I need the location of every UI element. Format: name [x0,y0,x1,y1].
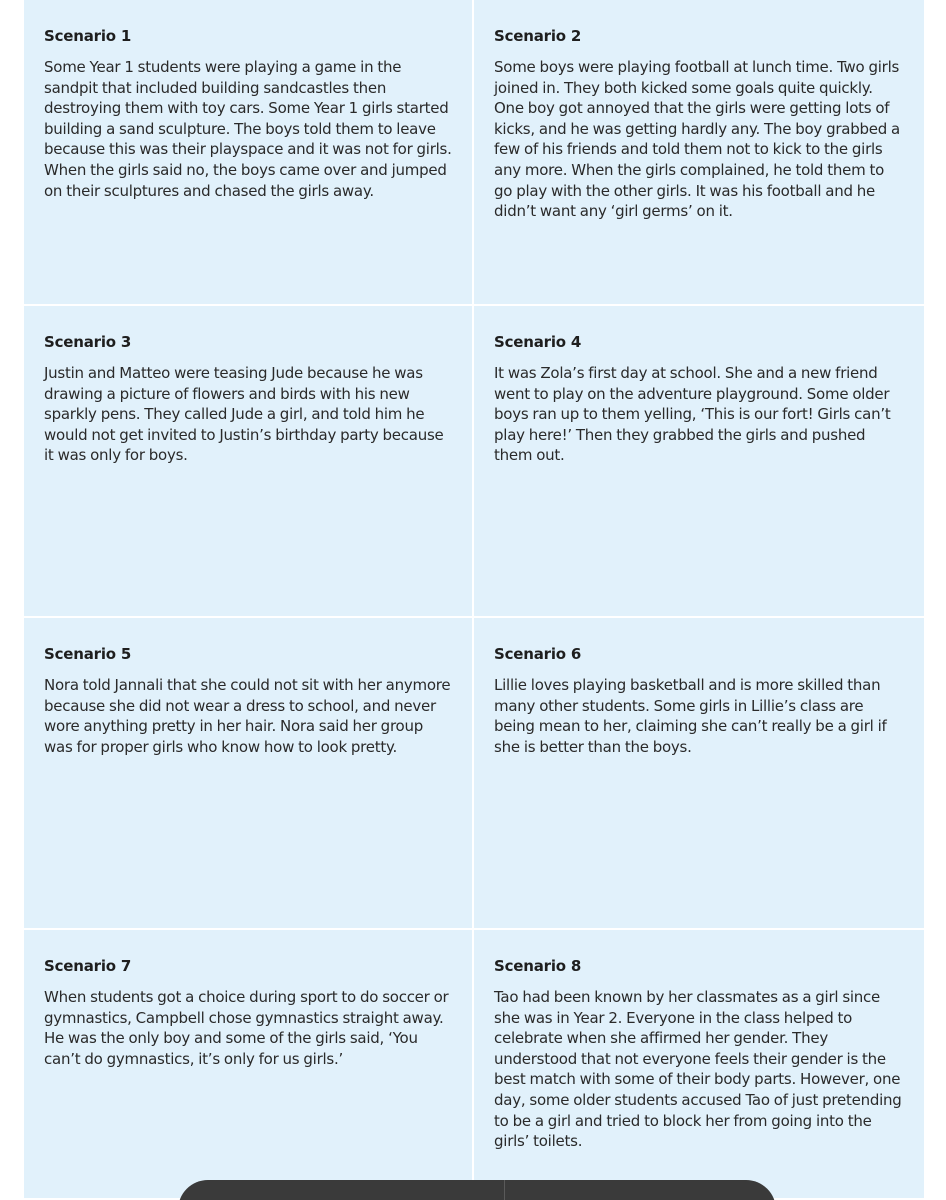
toolbar-divider [504,1180,505,1200]
scenario-card-4 [474,306,924,618]
scenario-title: Scenario 6 [494,645,582,663]
scenario-title: Scenario 5 [44,645,132,663]
scenario-title: Scenario 3 [44,333,132,351]
scenario-text: Tao had been known by her classmates as a girl since she was in Year 2. Everyone in the class helped to celebrate when she affirmed her gender. They understood that not everyone feels their gender is the best match with some of their body parts. However, one day, some older students accused Tao of just pretending to be a girl and tried to block her from going into the girls’ toilets. [494,988,902,1151]
scenario-text: Some Year 1 students were playing a game in the sandpit that included building sandcastles then destroying them with toy cars. Some Year 1 girls started building a sand sculpture. The boys told them to leave because this was their playspace and it was not for girls. When the girls said no, the boys came over and jumped on their sculptures and chased the girls away. [44,58,452,200]
scenario-text: Nora told Jannali that she could not sit with her anymore because she did not wear a dress to school, and never wore anything pretty in her hair. Nora said her group was for proper girls who know how to look pretty. [44,676,451,756]
scenario-title: Scenario 8 [494,957,582,975]
scenario-card-1 [24,0,474,306]
scenario-text: Some boys were playing football at lunch time. Two girls joined in. They both kicked some goals quite quickly. One boy got annoyed that the girls were getting lots of kicks, and he was getting hardly any. The boy grabbed a few of his friends and told them not to kick to the girls any more. When the girls complained, he told them to go play with the other girls. It was his football and he didn’t want any ‘girl germs’ on it. [494,58,900,221]
bottom-toolbar[interactable] [178,1180,776,1200]
scenario-title: Scenario 1 [44,27,132,45]
scenario-card-8 [474,930,924,1200]
scenario-card-2 [474,0,924,306]
scenario-text: When students got a choice during sport to do soccer or gymnastics, Campbell chose gymnastics straight away. He was the only boy and some of the girls said, ‘You can’t do gymnastics, it’s only for us girls.’ [44,988,449,1068]
scenario-grid [24,0,924,1200]
scenario-text: It was Zola’s first day at school. She and a new friend went to play on the adventure playground. Some older boys ran up to them yelling, ‘This is our fort! Girls can’t play here!’ Then they grabbed the girls and pushed them out. [494,364,891,465]
scenario-title: Scenario 4 [494,333,582,351]
scenario-card-7 [24,930,474,1200]
scenario-text: Lillie loves playing basketball and is more skilled than many other students. Some girls in Lillie’s class are being mean to her, claiming she can’t really be a girl if she is better than the boys. [494,676,887,756]
scenario-card-5 [24,618,474,930]
scenario-title: Scenario 7 [44,957,132,975]
scenario-text: Justin and Matteo were teasing Jude because he was drawing a picture of flowers and birds with his new sparkly pens. They called Jude a girl, and told him he would not get invited to Justin’s birthday party because it was only for boys. [44,364,444,465]
scenario-title: Scenario 2 [494,27,582,45]
scenario-card-3 [24,306,474,618]
scenario-card-6 [474,618,924,930]
